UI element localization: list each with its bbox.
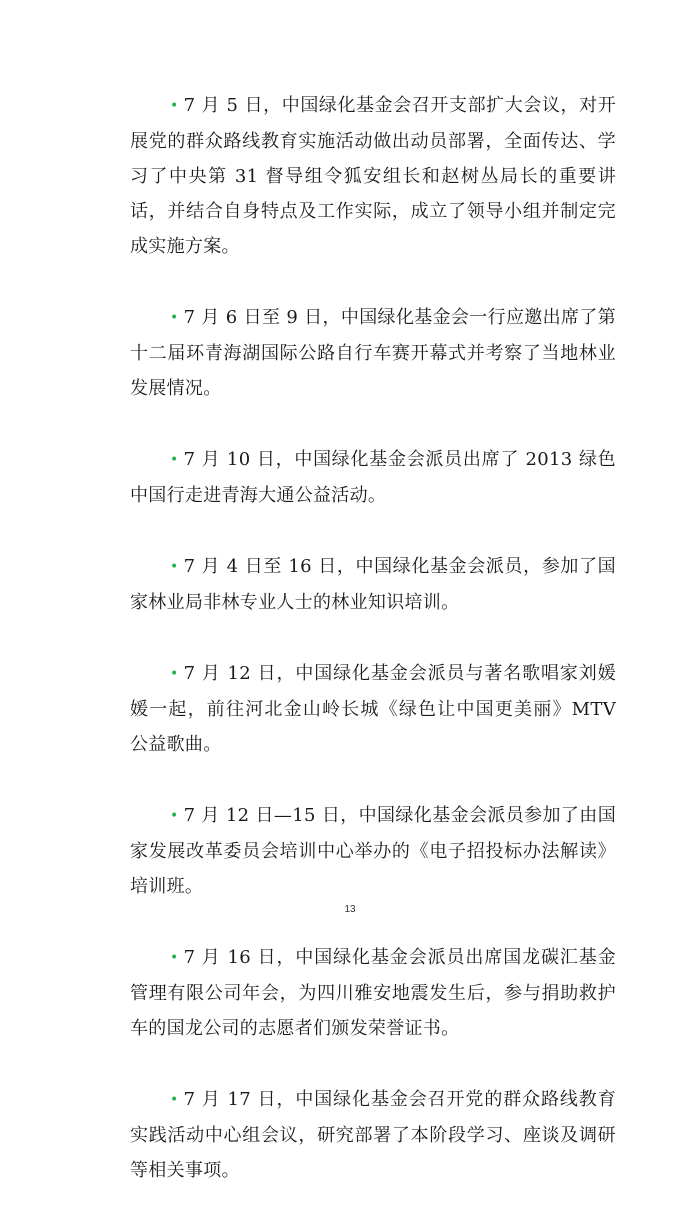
news-item (130, 940, 616, 1046)
green-bullet-icon: • (170, 1092, 179, 1108)
news-item-text: 7 月 6 日至 9 日，中国绿化基金会一行应邀出席了第十二届环青海湖国际公路自行车赛开幕式并考察了当地林业发展情况。 (130, 307, 616, 399)
news-item-text: 7 月 17 日，中国绿化基金会召开党的群众路线教育实践活动中心组会议，研究部署了本阶段学习、座谈及调研等相关事项。 (130, 1089, 616, 1181)
news-item-text: 7 月 5 日，中国绿化基金会召开支部扩大会议，对开展党的群众路线教育实施活动做出动员部署，全面传达、学习了中央第 31 督导组令狐安组长和赵树丛局长的重要讲话，并结合自身特点及工作实际，成立了领导小组并制定完成实施方案。 (130, 95, 616, 257)
news-item-text: 7 月 12 日—15 日，中国绿化基金会派员参加了由国家发展改革委员会培训中心举办的《电子招投标办法解读》培训班。 (130, 805, 616, 897)
news-item-text: 7 月 4 日至 16 日，中国绿化基金会派员，参加了国家林业局非林专业人士的林业知识培训。 (130, 556, 616, 613)
green-bullet-icon: • (170, 808, 179, 824)
news-item (130, 798, 616, 904)
news-item (130, 88, 616, 264)
green-bullet-icon: • (170, 310, 179, 326)
green-bullet-icon: • (170, 452, 179, 468)
news-item (130, 300, 616, 406)
green-bullet-icon: • (170, 950, 179, 966)
news-item-text: 7 月 10 日，中国绿化基金会派员出席了 2013 绿色中国行走进青海大通公益活动。 (130, 449, 616, 506)
green-bullet-icon: • (170, 666, 179, 682)
news-item (130, 549, 616, 620)
news-item-text: 7 月 12 日，中国绿化基金会派员与著名歌唱家刘媛媛一起，前往河北金山岭长城《绿色让中国更美丽》MTV 公益歌曲。 (130, 663, 616, 755)
news-list (130, 88, 616, 1224)
page-number: 13 (344, 904, 356, 915)
news-item-text: 7 月 16 日，中国绿化基金会派员出席国龙碳汇基金管理有限公司年会，为四川雅安地震发生后，参与捐助救护车的国龙公司的志愿者们颁发荣誉证书。 (130, 947, 616, 1039)
news-item (130, 656, 616, 762)
green-bullet-icon: • (170, 98, 179, 114)
green-bullet-icon: • (170, 559, 179, 575)
news-item (130, 1082, 616, 1188)
news-item (130, 442, 616, 513)
